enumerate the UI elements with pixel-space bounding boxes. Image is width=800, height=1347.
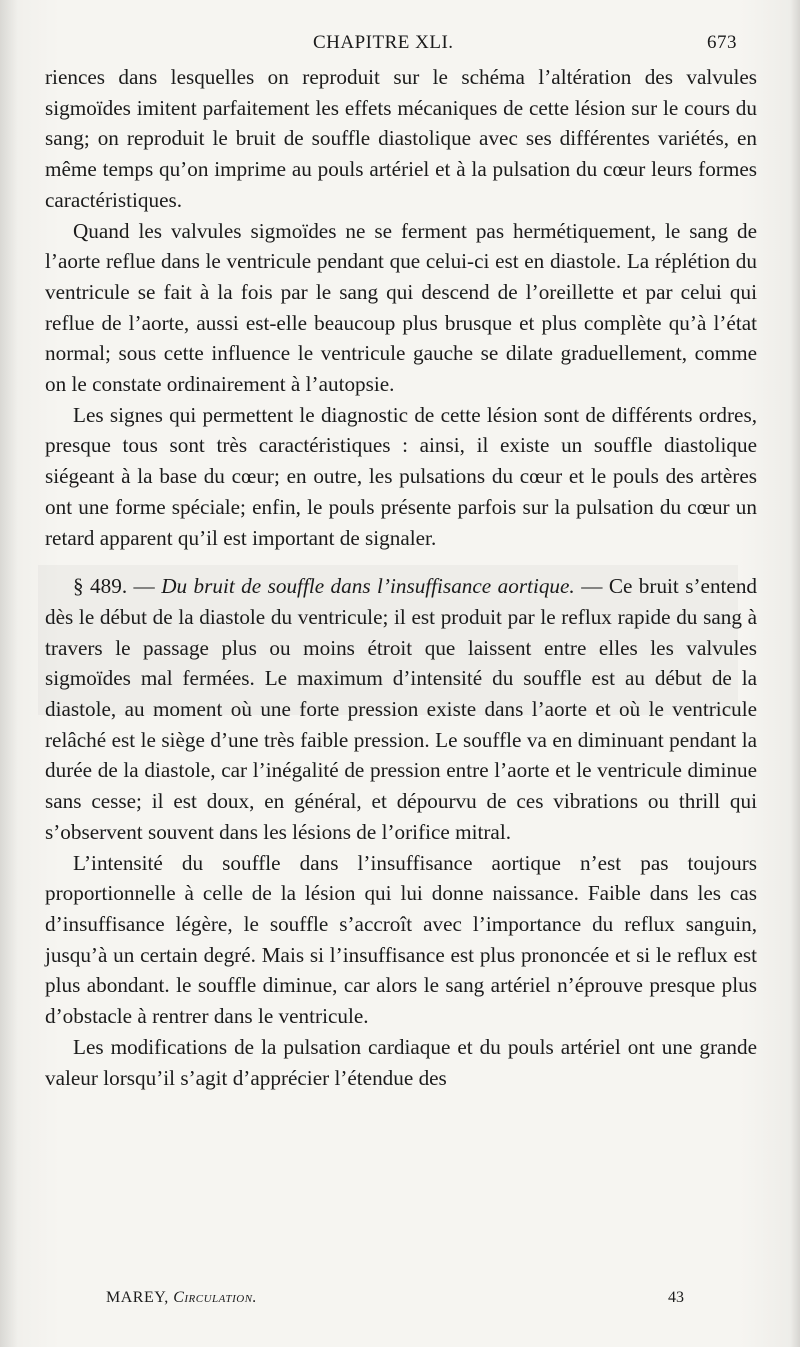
paragraph: Quand les valvules sigmoïdes ne se ferment pas hermétiquement, le sang de l’aorte reflue dans le ventricule pendant que celui-ci est en diastole. La réplétion du ventricule se fait à la fois par le sang qui descend de l’oreillette et par celui qui reflue de l’aorte, aussi est-elle beaucoup plus brusque et plus complète qu’à l’état normal; sous cette influence le ventricule gauche se dilate graduellement, comme on le constate ordinairement à l’autopsie. xyxy=(45,218,757,397)
signature-mark: 43 xyxy=(668,1289,684,1306)
section-number: § 489. — xyxy=(73,574,155,599)
section-title: Du bruit de souffle dans l’insuffisance aortique. xyxy=(161,574,575,599)
body-text xyxy=(45,62,757,1093)
running-header xyxy=(0,32,800,58)
page-footer xyxy=(0,1289,800,1311)
section-body: — Ce bruit s’entend dès le début de la diastole du ventricule; il est produit par le reflux rapide du sang à travers le passage plus ou moins étroit que laissent entre elles les valvules sigmoïdes mal fermées. Le maximum d’intensité du souffle est au début de la diastole, au moment où une forte pression existe dans l’aorte et où le ventricule relâché est le siège d’une très faible pression. Le souffle va en diminuant pendant la durée de la diastole, car l’inégalité de pression entre l’aorte et le ventricule diminue sans cesse; il est doux, en général, et dépourvu de ces vibrations ou thrill qui s’observent souvent dans les lésions de l’orifice mitral. xyxy=(45,574,758,844)
book-title: Circulation. xyxy=(173,1289,258,1306)
chapter-title: CHAPITRE XLI. xyxy=(313,32,454,53)
paragraph: L’intensité du souffle dans l’insuffisance aortique n’est pas toujours proportionnelle à celle de la lésion qui lui donne naissance. Faible dans les cas d’insuffisance légère, le souffle s’accroît avec l’importance du reflux sanguin, jusqu’à un certain degré. Mais si l’insuffisance est plus prononcée et si le reflux est plus abondant. le souffle diminue, car alors le sang artériel n’éprouve presque plus d’obstacle à rentrer dans le ventricule. xyxy=(45,850,757,1029)
section-paragraph xyxy=(45,571,757,847)
paragraph: Les signes qui permettent le diagnostic de cette lésion sont de différents ordres, presque tous sont très caractéristiques : ainsi, il existe un souffle diastolique siégeant à la base du cœur; en outre, les pulsations du cœur et le pouls des artères ont une forme spéciale; enfin, le pouls présente parfois sur la pulsation du cœur un retard apparent qu’il est important de signaler. xyxy=(45,402,757,550)
footer-citation xyxy=(106,1289,257,1307)
author-name: MAREY, xyxy=(106,1289,169,1306)
paragraph: riences dans lesquelles on reproduit sur le schéma l’altération des valvules sigmoïdes imitent parfaitement les effets mécaniques de cette lésion sur le cours du sang; on reproduit le bruit de souffle diastolique avec ses différentes variétés, en même temps qu’on imprime au pouls artériel et à la pulsation du cœur leurs formes caractéristiques. xyxy=(45,65,757,212)
paragraph: Les modifications de la pulsation cardiaque et du pouls artériel ont une grande valeur lorsqu’il s’agit d’apprécier l’étendue des xyxy=(45,1034,757,1090)
page-number: 673 xyxy=(707,32,737,53)
